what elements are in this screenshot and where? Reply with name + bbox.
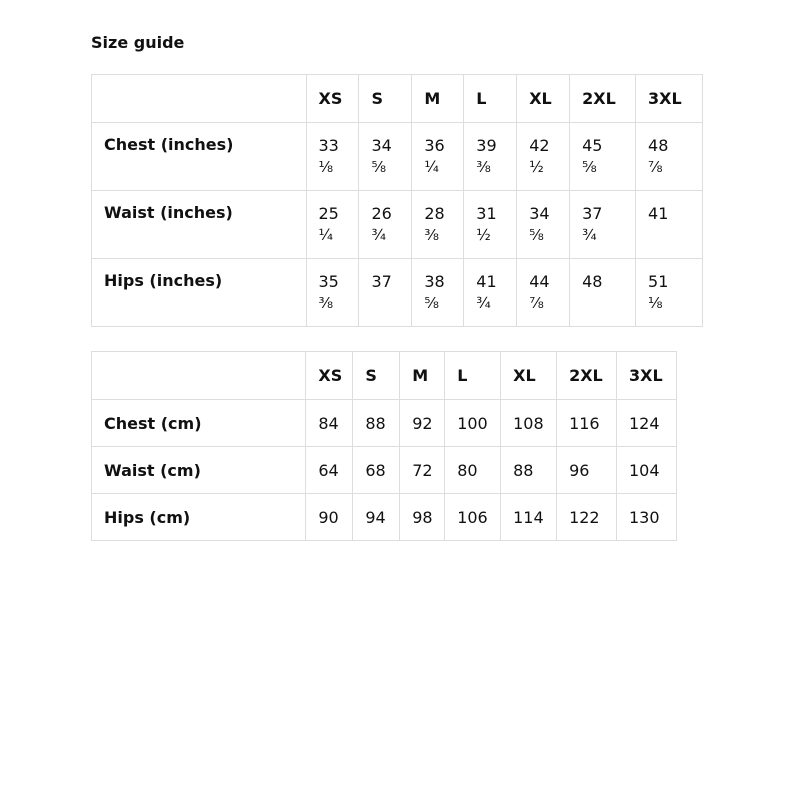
size-header-2xl: 2XL xyxy=(557,352,617,400)
row-label-waist: Waist (inches) xyxy=(92,191,307,259)
size-header-l: L xyxy=(464,75,517,123)
size-header-xs: XS xyxy=(306,75,359,123)
measurement-cell: 36 ¼ xyxy=(412,123,464,191)
measurement-cell: 88 xyxy=(501,447,557,494)
size-header-m: M xyxy=(412,75,464,123)
size-table-cm xyxy=(91,351,677,541)
measurement-cell: 26 ¾ xyxy=(359,191,412,259)
measurement-cell: 35 ⅜ xyxy=(306,259,359,327)
table-row xyxy=(92,259,703,327)
size-header-3xl: 3XL xyxy=(636,75,703,123)
table-row xyxy=(92,123,703,191)
measurement-cell: 106 xyxy=(445,494,501,541)
row-label-hips: Hips (cm) xyxy=(92,494,306,541)
size-table-inches xyxy=(91,74,703,327)
measurement-cell: 68 xyxy=(353,447,400,494)
measurement-cell: 130 xyxy=(617,494,677,541)
corner-cell xyxy=(92,75,307,123)
page-title: Size guide xyxy=(91,33,185,52)
size-header-2xl: 2XL xyxy=(570,75,636,123)
measurement-cell: 84 xyxy=(306,400,353,447)
measurement-cell: 48 xyxy=(570,259,636,327)
measurement-cell: 25 ¼ xyxy=(306,191,359,259)
size-header-xl: XL xyxy=(517,75,570,123)
corner-cell xyxy=(92,352,306,400)
measurement-cell: 45 ⅝ xyxy=(570,123,636,191)
measurement-cell: 96 xyxy=(557,447,617,494)
measurement-cell: 33 ⅛ xyxy=(306,123,359,191)
measurement-cell: 116 xyxy=(557,400,617,447)
size-header-s: S xyxy=(359,75,412,123)
table-header-row xyxy=(92,75,703,123)
measurement-cell: 88 xyxy=(353,400,400,447)
measurement-cell: 42 ½ xyxy=(517,123,570,191)
measurement-cell: 92 xyxy=(400,400,445,447)
table-row xyxy=(92,494,677,541)
measurement-cell: 100 xyxy=(445,400,501,447)
measurement-cell: 39 ⅜ xyxy=(464,123,517,191)
measurement-cell: 114 xyxy=(501,494,557,541)
measurement-cell: 37 xyxy=(359,259,412,327)
row-label-hips: Hips (inches) xyxy=(92,259,307,327)
measurement-cell: 80 xyxy=(445,447,501,494)
row-label-chest: Chest (inches) xyxy=(92,123,307,191)
measurement-cell: 37 ¾ xyxy=(570,191,636,259)
size-header-3xl: 3XL xyxy=(617,352,677,400)
measurement-cell: 38 ⅝ xyxy=(412,259,464,327)
size-header-xs: XS xyxy=(306,352,353,400)
table-row xyxy=(92,447,677,494)
measurement-cell: 34 ⅝ xyxy=(359,123,412,191)
table-row xyxy=(92,191,703,259)
measurement-cell: 31 ½ xyxy=(464,191,517,259)
size-header-xl: XL xyxy=(501,352,557,400)
measurement-cell: 28 ⅜ xyxy=(412,191,464,259)
measurement-cell: 94 xyxy=(353,494,400,541)
measurement-cell: 104 xyxy=(617,447,677,494)
measurement-cell: 34 ⅝ xyxy=(517,191,570,259)
measurement-cell: 41 xyxy=(636,191,703,259)
table-header-row xyxy=(92,352,677,400)
measurement-cell: 90 xyxy=(306,494,353,541)
measurement-cell: 122 xyxy=(557,494,617,541)
size-header-m: M xyxy=(400,352,445,400)
measurement-cell: 98 xyxy=(400,494,445,541)
measurement-cell: 64 xyxy=(306,447,353,494)
row-label-waist: Waist (cm) xyxy=(92,447,306,494)
size-header-l: L xyxy=(445,352,501,400)
measurement-cell: 48 ⅞ xyxy=(636,123,703,191)
measurement-cell: 44 ⅞ xyxy=(517,259,570,327)
size-header-s: S xyxy=(353,352,400,400)
measurement-cell: 124 xyxy=(617,400,677,447)
table-row xyxy=(92,400,677,447)
measurement-cell: 41 ¾ xyxy=(464,259,517,327)
measurement-cell: 51 ⅛ xyxy=(636,259,703,327)
row-label-chest: Chest (cm) xyxy=(92,400,306,447)
measurement-cell: 108 xyxy=(501,400,557,447)
measurement-cell: 72 xyxy=(400,447,445,494)
